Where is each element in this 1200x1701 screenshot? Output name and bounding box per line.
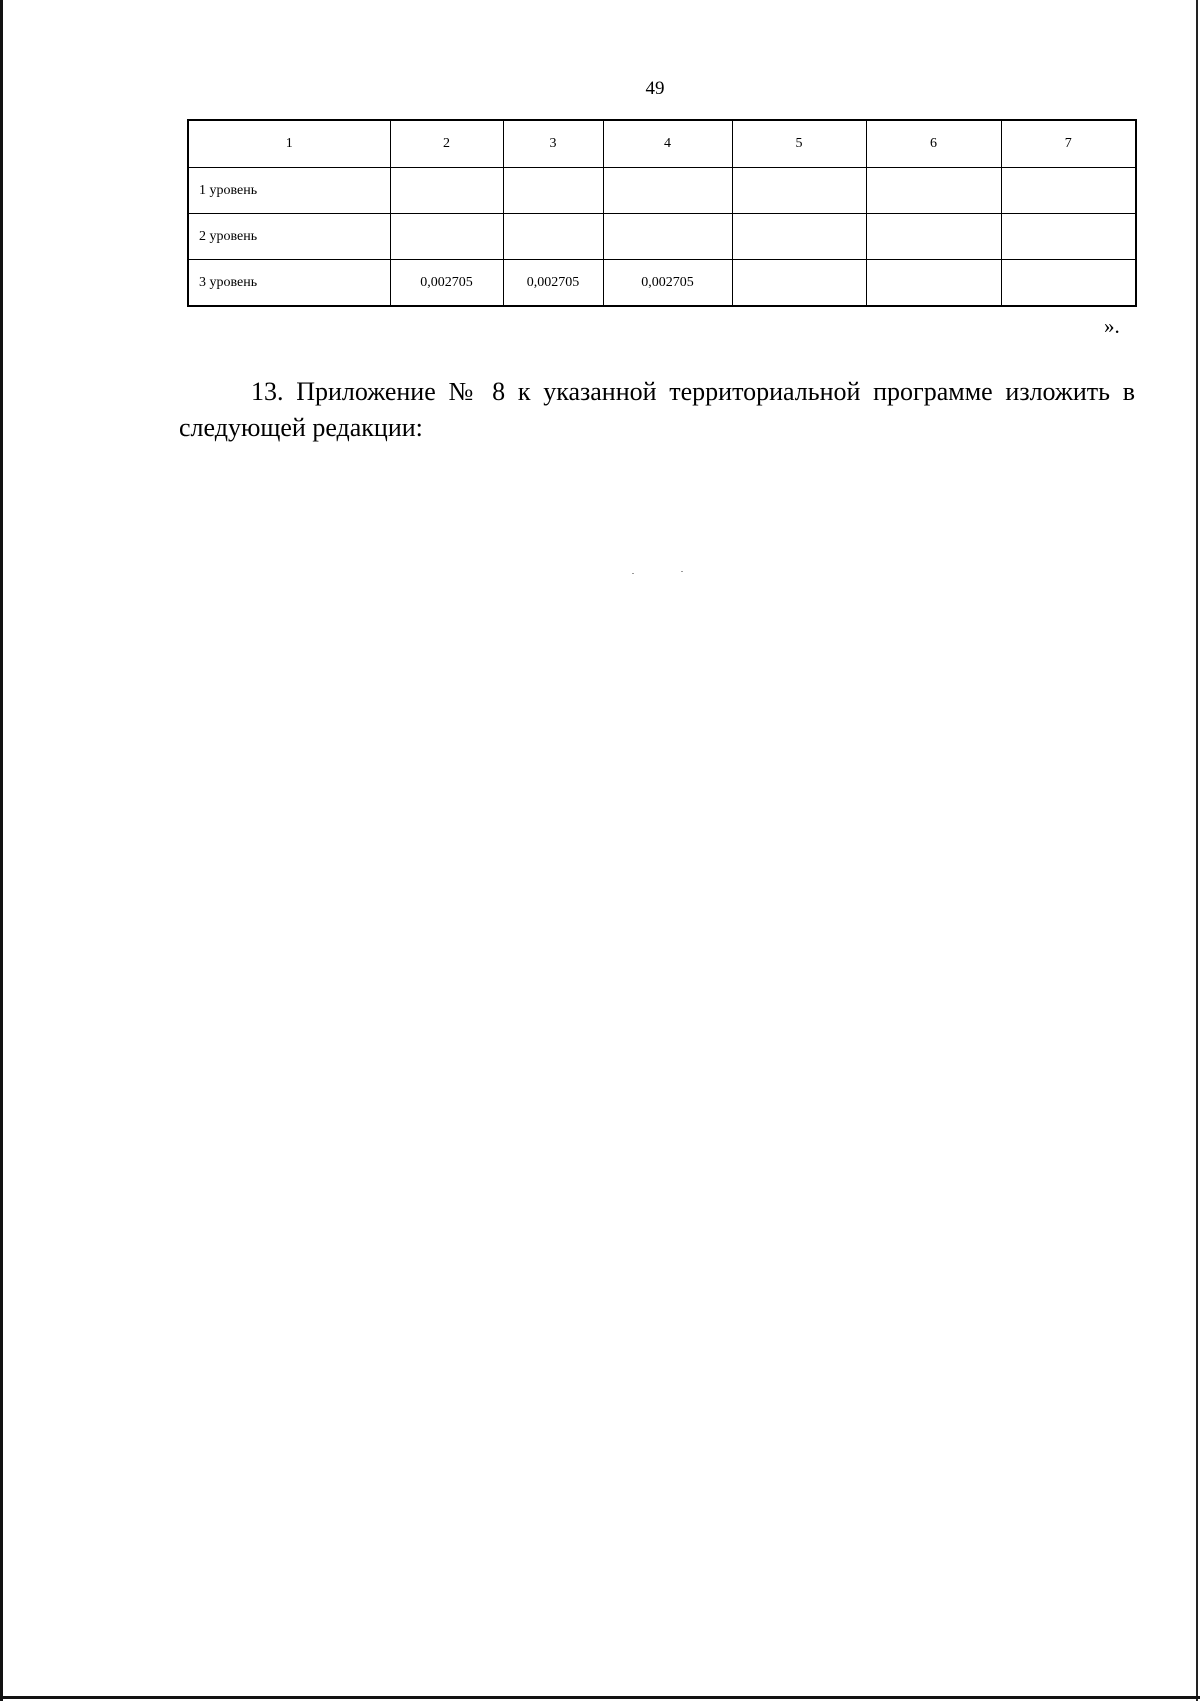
table-cell — [1001, 214, 1136, 260]
scan-speck — [632, 573, 634, 574]
table-cell: 0,002705 — [503, 260, 603, 307]
row-label: 2 уровень — [188, 214, 390, 260]
data-table — [187, 119, 1137, 307]
table-header-cell: 5 — [732, 120, 866, 168]
table-row — [188, 260, 1136, 307]
scan-edge-left — [0, 0, 3, 1701]
table-cell — [866, 168, 1001, 214]
table-cell: 0,002705 — [603, 260, 732, 307]
table-header-cell: 6 — [866, 120, 1001, 168]
table-row — [188, 168, 1136, 214]
table-cell — [866, 214, 1001, 260]
table-cell — [390, 214, 503, 260]
table-header-row — [188, 120, 1136, 168]
table-header-cell: 2 — [390, 120, 503, 168]
page-number: 49 — [645, 78, 665, 99]
table-header-cell: 1 — [188, 120, 390, 168]
table-row — [188, 214, 1136, 260]
table-cell — [503, 214, 603, 260]
scan-edge-bottom — [0, 1696, 1200, 1699]
table-cell — [503, 168, 603, 214]
table-cell — [1001, 168, 1136, 214]
table-cell: 0,002705 — [390, 260, 503, 307]
table-cell — [1001, 260, 1136, 307]
table-cell — [866, 260, 1001, 307]
scan-edge-right — [1196, 0, 1198, 1701]
table-cell — [390, 168, 503, 214]
table-header-cell: 3 — [503, 120, 603, 168]
table-cell — [732, 168, 866, 214]
table-cell — [732, 214, 866, 260]
body-paragraph: 13. Приложение № 8 к указанной территориальной программе изложить в следующей редакции: — [179, 377, 1135, 442]
row-label: 3 уровень — [188, 260, 390, 307]
closing-quote: ». — [1104, 314, 1120, 338]
table-cell — [732, 260, 866, 307]
scan-speck — [681, 571, 683, 572]
table-cell — [603, 168, 732, 214]
table-cell — [603, 214, 732, 260]
table-header-cell: 4 — [603, 120, 732, 168]
table-header-cell: 7 — [1001, 120, 1136, 168]
row-label: 1 уровень — [188, 168, 390, 214]
